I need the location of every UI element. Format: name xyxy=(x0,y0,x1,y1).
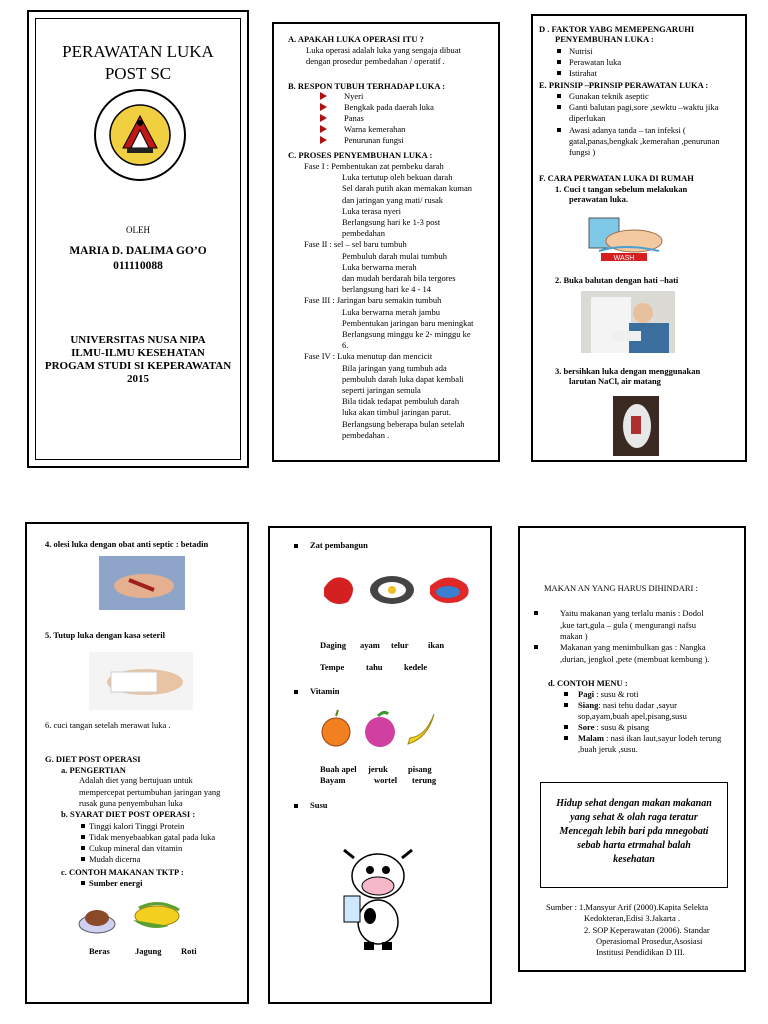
step-2-text: 2. Buka balutan dengan hati –hati xyxy=(555,275,679,285)
food-label: wortel xyxy=(374,775,398,785)
principle-bullet xyxy=(557,94,561,98)
food-label: Tempe xyxy=(320,662,345,672)
source-line-5: Institusi Pendidikan D III. xyxy=(596,947,685,957)
section-a-heading: A. APAKAH LUKA OPERASI ITU ? xyxy=(288,34,424,44)
food-label: ikan xyxy=(428,640,445,650)
fruit-image xyxy=(318,708,438,752)
principle-item: Ganti balutan pagi,sore ,sewktu –waktu jika xyxy=(569,102,719,112)
phase-line: Fase II : sel – sel baru tumbuh xyxy=(304,239,407,250)
phase-line: Berlangsung beberapa bulan setelah xyxy=(342,418,465,429)
energy-label: Sumber energi xyxy=(89,878,143,888)
student-id: 011110088 xyxy=(113,260,163,272)
phase-line: Pembentukan jaringan baru meningkat xyxy=(342,317,474,328)
food-label: ayam xyxy=(360,640,380,650)
panel-langkah-diet xyxy=(25,522,249,1004)
wash-label: WASH xyxy=(613,255,635,262)
susu-bullet xyxy=(294,804,298,808)
section-ga-text-3: rusak guna penyembuhan luka xyxy=(79,798,183,808)
avoid-item-2-line-2: ,durian, jengkol ,pete (membuat kembung ). xyxy=(560,654,710,664)
phase-line: Bila tidak tedapat pembuluh darah xyxy=(342,396,460,407)
step-3-line-1: 3. bersihkan luka dengan menggunakan xyxy=(555,366,701,376)
menu-malam-2: ,buah jeruk ,susu. xyxy=(578,744,638,754)
phase-line: pembedahan xyxy=(342,228,385,239)
cover-title-2: POST SC xyxy=(104,64,172,83)
panel-faktor-prinsip xyxy=(531,14,747,462)
avoid-bullet-1 xyxy=(534,611,538,615)
step-4-text: 4. olesi luka dengan obat anti septic : betadin xyxy=(45,539,209,549)
menu-malam-key: Malam xyxy=(578,733,604,743)
vitamin-bullet xyxy=(294,690,298,694)
arrow-icon xyxy=(320,103,327,111)
food-label: Buah apel xyxy=(320,764,357,774)
section-ga-text-2: mempercepat pertumbuhan jaringan yang xyxy=(79,787,221,797)
oleh-label: OLEH xyxy=(126,225,150,235)
menu-sore-value: : susu & pisang xyxy=(594,722,650,732)
arrow-icon xyxy=(320,125,327,133)
food-label-jagung: Jagung xyxy=(135,946,162,956)
food-label: telur xyxy=(391,640,409,650)
response-item: Penurunan fungsi xyxy=(344,135,404,145)
factor-bullet xyxy=(557,71,561,75)
susu-label: Susu xyxy=(310,800,328,810)
section-d-heading-2: PENYEMBUHAN LUKA : xyxy=(555,34,654,44)
factor-bullet xyxy=(557,60,561,64)
menu-siang-2: sop,ayam,buah apel,pisang,susu xyxy=(578,711,687,721)
vitamin-label: Vitamin xyxy=(310,686,340,696)
phase-line: pembuluh darah luka dapat kembali xyxy=(342,373,464,384)
factor-bullet xyxy=(557,49,561,53)
food-label: terung xyxy=(412,775,437,785)
phase-line: Berlangsung hari ke 1-3 post xyxy=(342,217,441,227)
phase-line: pembedahan . xyxy=(342,429,390,440)
factor-item: Perawatan luka xyxy=(569,57,622,67)
requirement-item: Tidak menyebaabkan gatal pada luka xyxy=(89,832,216,842)
phase-line: berlangsung hari ke 4 - 14 xyxy=(342,284,431,295)
food-label: jeruk xyxy=(368,764,388,774)
requirement-bullet xyxy=(81,835,85,839)
corn-icon xyxy=(129,898,185,934)
phase-line: seperti jaringan semula xyxy=(342,385,421,395)
requirement-item: Mudah dicerna xyxy=(89,854,141,864)
avoid-item-2-line-1: Makanan yang menimbulkan gas : Nangka xyxy=(560,642,706,652)
response-item: Nyeri xyxy=(344,91,364,101)
quote-line-3: Mencegah lebih bari pda mnegobati xyxy=(559,826,709,837)
menu-heading: d. CONTOH MENU : xyxy=(548,678,628,688)
cover-panel xyxy=(27,10,249,468)
food-label: kedele xyxy=(404,662,428,672)
quote-line-4: sebab harta etrmahal balah xyxy=(577,840,691,851)
section-d-heading-1: D . FAKTOR YABG MEMEPENGARUHI xyxy=(539,24,695,34)
institution-line-2: ILMU-ILMU KESEHATAN xyxy=(71,347,205,359)
response-item: Panas xyxy=(344,113,364,123)
food-label-beras: Beras xyxy=(89,946,110,956)
requirement-bullet xyxy=(81,857,85,861)
author-name: MARIA D. DALIMA GO’O xyxy=(69,245,207,257)
menu-bullet-pagi xyxy=(564,692,568,696)
menu-sore-key: Sore xyxy=(578,722,595,732)
source-line-1: Sumber : 1.Mansyur Arif (2000).Kapita Selekta xyxy=(546,902,709,912)
requirement-item: Tinggi kalori Tinggi Protein xyxy=(89,821,185,831)
menu-bullet-siang xyxy=(564,703,568,707)
menu-pagi-key: Pagi xyxy=(578,689,595,699)
menu-pagi xyxy=(578,689,638,700)
cover-title-1: PERAWATAN LUKA xyxy=(62,42,214,61)
menu-malam-value: : nasi ikan laut,sayur lodeh terung xyxy=(603,733,722,743)
menu-pagi-value: : susu & roti xyxy=(594,689,639,699)
panel-luka-operasi xyxy=(272,22,500,462)
menu-sore xyxy=(578,722,649,733)
menu-siang xyxy=(578,700,677,711)
step-6-text: 6. cuci tangan setelah merawat luka . xyxy=(45,720,171,730)
panel-dihindari xyxy=(518,526,746,972)
source-line-4: Operasiomal Prosedur,Asosiasi xyxy=(596,936,703,946)
phase-line: Luka berwarna merah xyxy=(342,261,417,272)
university-seal xyxy=(93,88,187,182)
section-ga-text-1: Adalah diet yang bertujuan untuk xyxy=(79,775,193,785)
avoid-item-1-line-1: Yaitu makanan yang terlalu manis : Dodol xyxy=(560,608,704,618)
phase-line: Fase I : Pembentukan zat pembeku darah xyxy=(304,161,444,171)
factor-item: Nutrisi xyxy=(569,46,593,56)
betadine-image xyxy=(99,556,185,610)
cow-milk-image xyxy=(336,846,416,952)
section-g-heading: G. DIET POST OPERASI xyxy=(45,754,141,764)
phase-line: Fase IV : Luka menutup dan mencicit xyxy=(304,351,433,362)
clean-wound-image xyxy=(613,396,659,456)
gauze-image xyxy=(89,652,193,710)
section-gc-heading: c. CONTOH MAKANAN TKTP : xyxy=(61,867,184,877)
step-5-text: 5. Tutup luka dengan kasa seteril xyxy=(45,630,165,640)
principle-item: diperlukan xyxy=(569,113,606,123)
principle-item: fungsi ) xyxy=(569,147,596,157)
quote-line-2: yang sehat & olah raga teratur xyxy=(570,812,698,823)
cover-year: 2015 xyxy=(127,373,149,385)
phase-line: Berlangsung minggu ke 2- minggu ke xyxy=(342,329,471,339)
response-item: Warna kemerahan xyxy=(344,124,406,134)
phase-line: Luka tertutup oleh bekuan darah xyxy=(342,172,453,183)
factor-item: Istirahat xyxy=(569,68,597,78)
menu-bullet-sore xyxy=(564,725,568,729)
section-e-heading: E. PRINSIP –PRINSIP PERAWATAN LUKA : xyxy=(539,80,709,90)
section-a-text-2: dengan prosedur pembedahan / operatif . xyxy=(306,56,445,66)
phase-line: Luka berwarna merah jambu xyxy=(342,306,440,317)
phase-line: Luka terasa nyeri xyxy=(342,205,401,216)
phase-line: dan jaringan yang mati/ rusak xyxy=(342,194,444,205)
section-b-heading: B. RESPON TUBUH TERHADAP LUKA : xyxy=(288,81,445,91)
rice-icon xyxy=(77,902,117,936)
hand-washing-image xyxy=(579,213,669,263)
open-bandage-image xyxy=(581,291,675,353)
phase-line: 6. xyxy=(342,340,349,351)
menu-malam xyxy=(578,733,721,744)
principle-item: gatal,panas,bengkak ,kemerahan ,penurunan xyxy=(569,136,720,146)
arrow-icon xyxy=(320,114,327,122)
source-line-3: 2. SOP Keperawatan (2006). Standar xyxy=(584,925,710,935)
food-label: tahu xyxy=(366,662,383,672)
principle-item: Gunakan teknik aseptic xyxy=(569,91,649,101)
menu-siang-value: : nasi tehu dadar ,sayur xyxy=(598,700,677,710)
menu-bullet-malam xyxy=(564,736,568,740)
institution-line-3: PROGAM STUDI SI KEPERAWATAN xyxy=(44,360,232,372)
source-line-2: Kedokteran,Edisi 3.Jakarta . xyxy=(584,913,681,923)
step-3-line-2: larutan NaCl, air matang xyxy=(569,376,661,386)
section-ga-heading: a. PENGERTIAN xyxy=(61,765,126,775)
principle-bullet xyxy=(557,105,561,109)
quote-box xyxy=(540,782,728,888)
step-1-line-1: 1. Cuci t tangan sebelum melakukan xyxy=(555,184,688,194)
avoid-bullet-2 xyxy=(534,645,538,649)
food-label-roti: Roti xyxy=(181,946,197,956)
principle-bullet xyxy=(557,128,561,132)
phase-line: Sel darah putih akan memakan kuman xyxy=(342,183,473,194)
cover-inner-frame xyxy=(35,18,241,460)
section-a-text-1: Luka operasi adalah luka yang sengaja dibuat xyxy=(306,45,461,55)
menu-siang-key: Siang xyxy=(578,700,599,710)
section-gb-heading: b. SYARAT DIET POST OPERASI : xyxy=(61,809,196,819)
principle-item: Awasi adanya tanda – tan infeksi ( xyxy=(569,125,686,135)
step-1-line-2: perawatan luka. xyxy=(569,194,629,204)
requirement-bullet xyxy=(81,846,85,850)
phase-line: Pembuluh darah mulai tumbuh xyxy=(342,250,448,261)
energy-bullet xyxy=(81,881,85,885)
protein-foods-image xyxy=(318,568,478,610)
avoid-heading: MAKAN AN YANG HARUS DIHINDARI : xyxy=(544,583,698,593)
arrow-icon xyxy=(320,92,327,100)
panel-makanan xyxy=(268,526,492,1004)
response-item: Bengkak pada daerah luka xyxy=(344,102,434,112)
food-label: pisang xyxy=(408,764,432,774)
phase-line: luka akan timbul jaringan parut. xyxy=(342,407,451,418)
phase-line: Fase III : Jaringan baru semakin tumbuh xyxy=(304,295,442,306)
phase-line: Bila jaringan yang tumbuh ada xyxy=(342,362,447,373)
institution-line-1: UNIVERSITAS NUSA NIPA xyxy=(70,334,206,346)
zat-bullet xyxy=(294,544,298,548)
requirement-item: Cukup mineral dan vitamin xyxy=(89,843,183,853)
section-c-heading: C. PROSES PENYEMBUHAN LUKA : xyxy=(288,150,433,160)
avoid-item-1-line-3: makan ) xyxy=(560,631,588,641)
section-f-heading: F. CARA PERWATAN LUKA DI RUMAH xyxy=(539,173,694,183)
avoid-item-1-line-2: ,kue tart,gula – gula ( mengurangi nafsu xyxy=(560,620,696,630)
arrow-icon xyxy=(320,136,327,144)
phase-line: dan mudah berdarah bila tergores xyxy=(342,273,456,283)
quote-line-5: kesehatan xyxy=(613,854,655,865)
food-label: Bayam xyxy=(320,775,346,785)
requirement-bullet xyxy=(81,824,85,828)
zat-pembangun-label: Zat pembangun xyxy=(310,540,368,550)
quote-line-1: Hidup sehat dengan makan makanan xyxy=(556,798,712,809)
food-label: Daging xyxy=(320,640,346,650)
